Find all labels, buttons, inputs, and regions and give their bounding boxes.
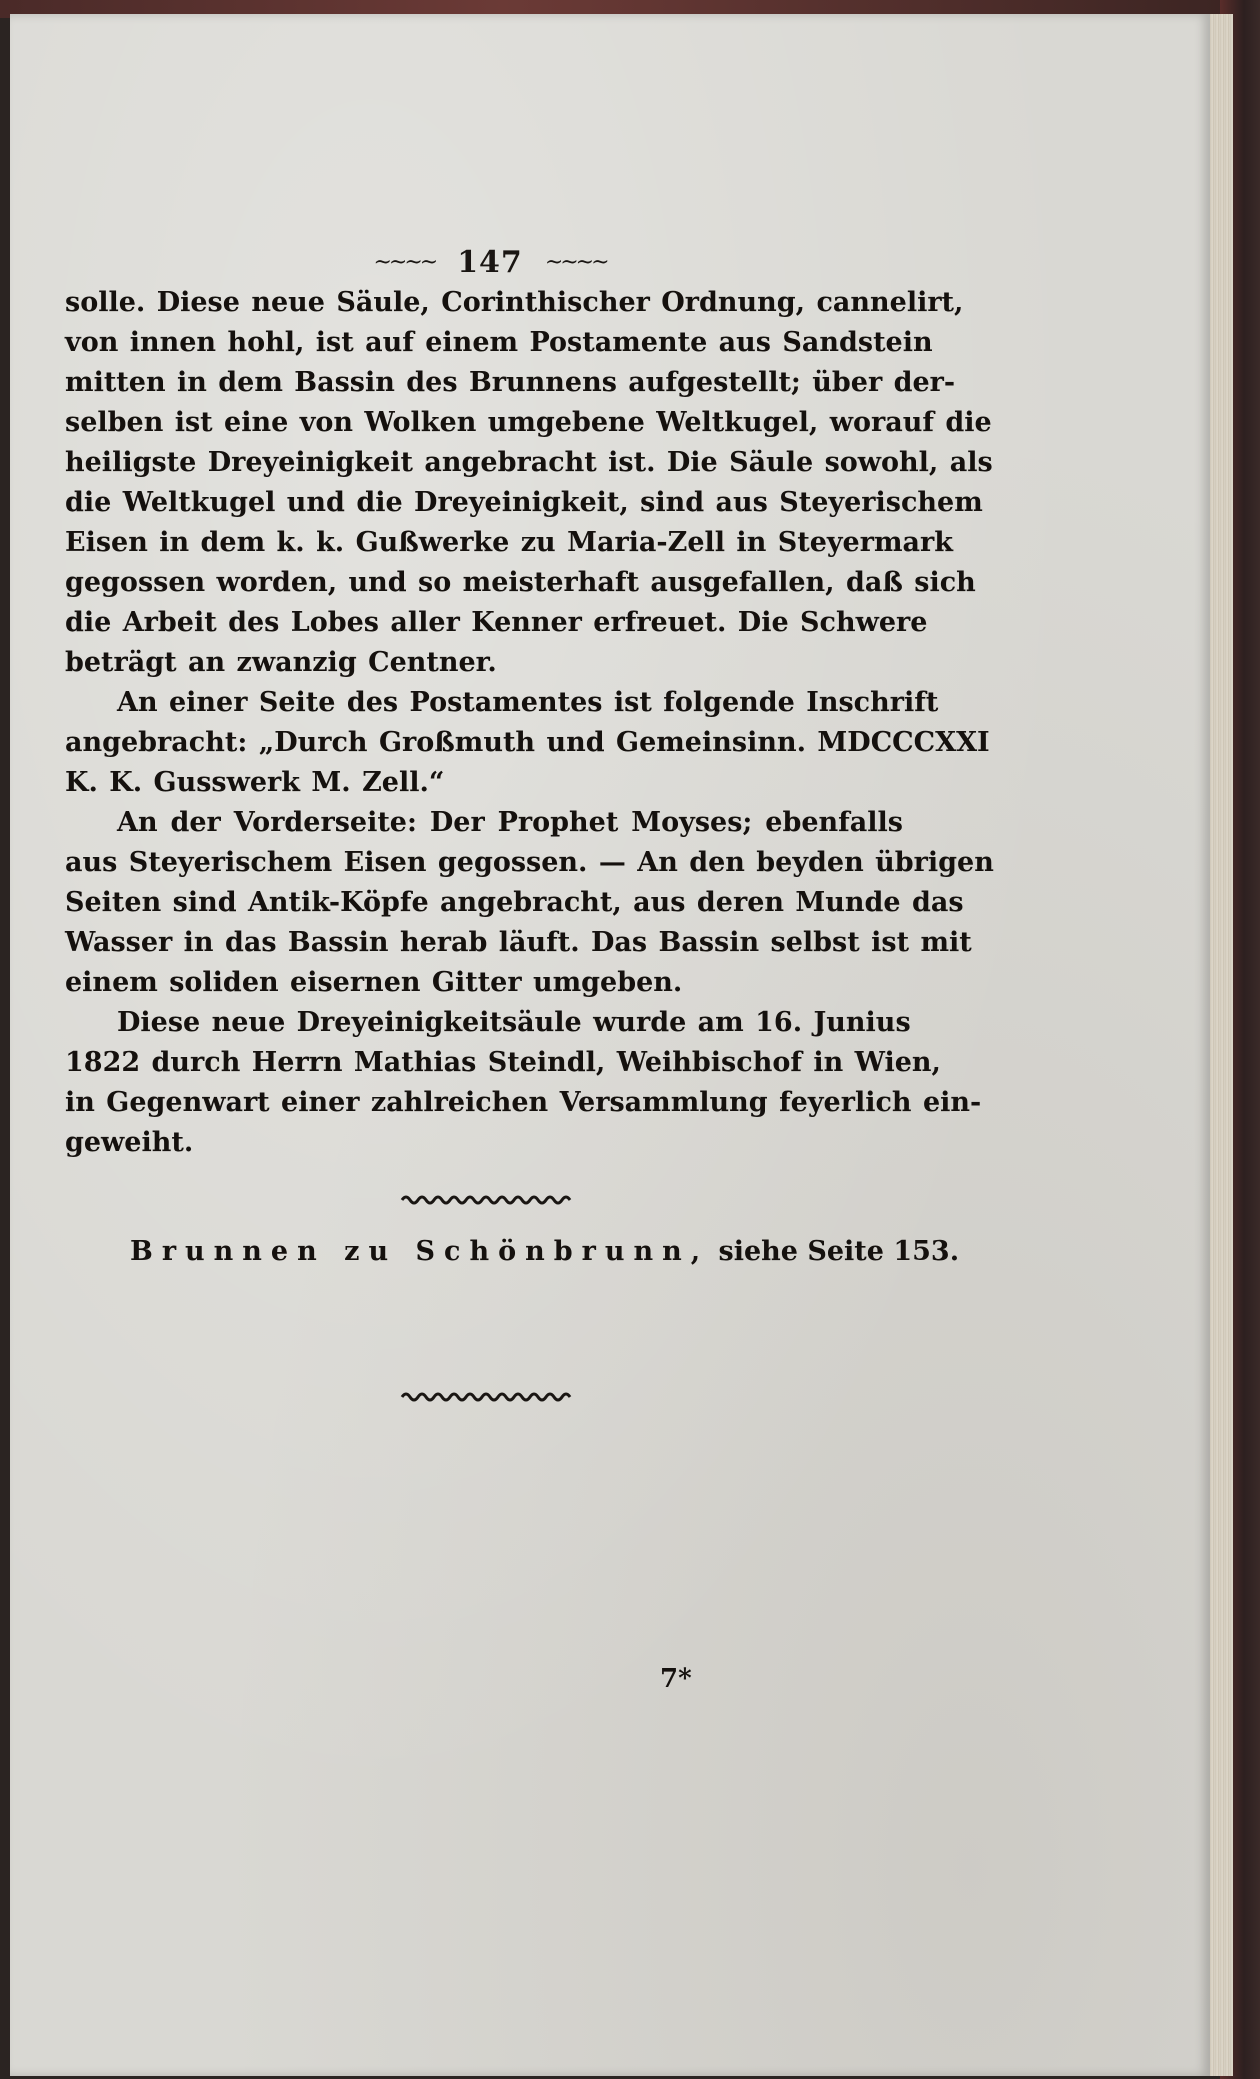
- page-number: 147: [457, 244, 523, 280]
- reference-see: siehe Seite 153.: [718, 1236, 960, 1267]
- section-divider: [400, 1193, 575, 1207]
- text-line: die Arbeit des Lobes aller Kenner erfreuet. Die Schwere: [65, 607, 928, 638]
- text-line: einem soliden eisernen Gitter umgeben.: [65, 967, 683, 998]
- text-line: angebracht: „Durch Großmuth und Gemeinsinn. MDCCCXXI: [65, 727, 990, 758]
- text-line: Wasser in das Bassin herab läuft. Das Bassin selbst ist mit: [65, 927, 972, 958]
- text-line: geweiht.: [65, 1127, 194, 1158]
- text-line: Eisen in dem k. k. Gußwerke zu Maria-Zell in Steyermark: [65, 527, 953, 558]
- text-line: die Weltkugel und die Dreyeinigkeit, sind aus Steyerischem: [65, 487, 983, 518]
- text-line: An einer Seite des Postamentes ist folgende Inschrift: [117, 687, 939, 718]
- text-line: selben ist eine von Wolken umgebene Weltkugel, worauf die: [65, 407, 992, 438]
- header-ornament-right: ~~~~: [544, 249, 607, 275]
- text-line: K. K. Gusswerk M. Zell.“: [65, 767, 445, 798]
- reference-title: Brunnen zu Schönbrunn,: [130, 1236, 710, 1267]
- text-line: von innen hohl, ist auf einem Postamente aus Sandstein: [65, 327, 933, 358]
- text-line: mitten in dem Bassin des Brunnens aufgestellt; über der-: [65, 367, 956, 398]
- signature-mark: 7*: [660, 1664, 692, 1694]
- text-line: An der Vorderseite: Der Prophet Moyses; ebenfalls: [117, 807, 903, 838]
- text-line: heiligste Dreyeinigkeit angebracht ist. Die Säule sowohl, als: [65, 447, 993, 478]
- page-fore-edge: [1208, 14, 1233, 2076]
- text-line: Diese neue Dreyeinigkeitsäule wurde am 16. Junius: [117, 1007, 911, 1038]
- section-divider: [400, 1390, 575, 1404]
- text-line: aus Steyerischem Eisen gegossen. — An den beyden übrigen: [65, 847, 994, 878]
- text-line: in Gegenwart einer zahlreichen Versammlung feyerlich ein-: [65, 1087, 982, 1118]
- text-line: beträgt an zwanzig Centner.: [65, 647, 497, 678]
- body-text: [65, 283, 994, 1163]
- text-line: solle. Diese neue Säule, Corinthischer Ordnung, cannelirt,: [65, 287, 964, 318]
- cross-reference: [130, 1232, 960, 1272]
- page-header: [340, 242, 640, 282]
- text-line: Seiten sind Antik-Köpfe angebracht, aus deren Munde das: [65, 887, 964, 918]
- text-line: 1822 durch Herrn Mathias Steindl, Weihbischof in Wien,: [65, 1047, 941, 1078]
- header-ornament-left: ~~~~: [373, 249, 436, 275]
- text-line: gegossen worden, und so meisterhaft ausgefallen, daß sich: [65, 567, 976, 598]
